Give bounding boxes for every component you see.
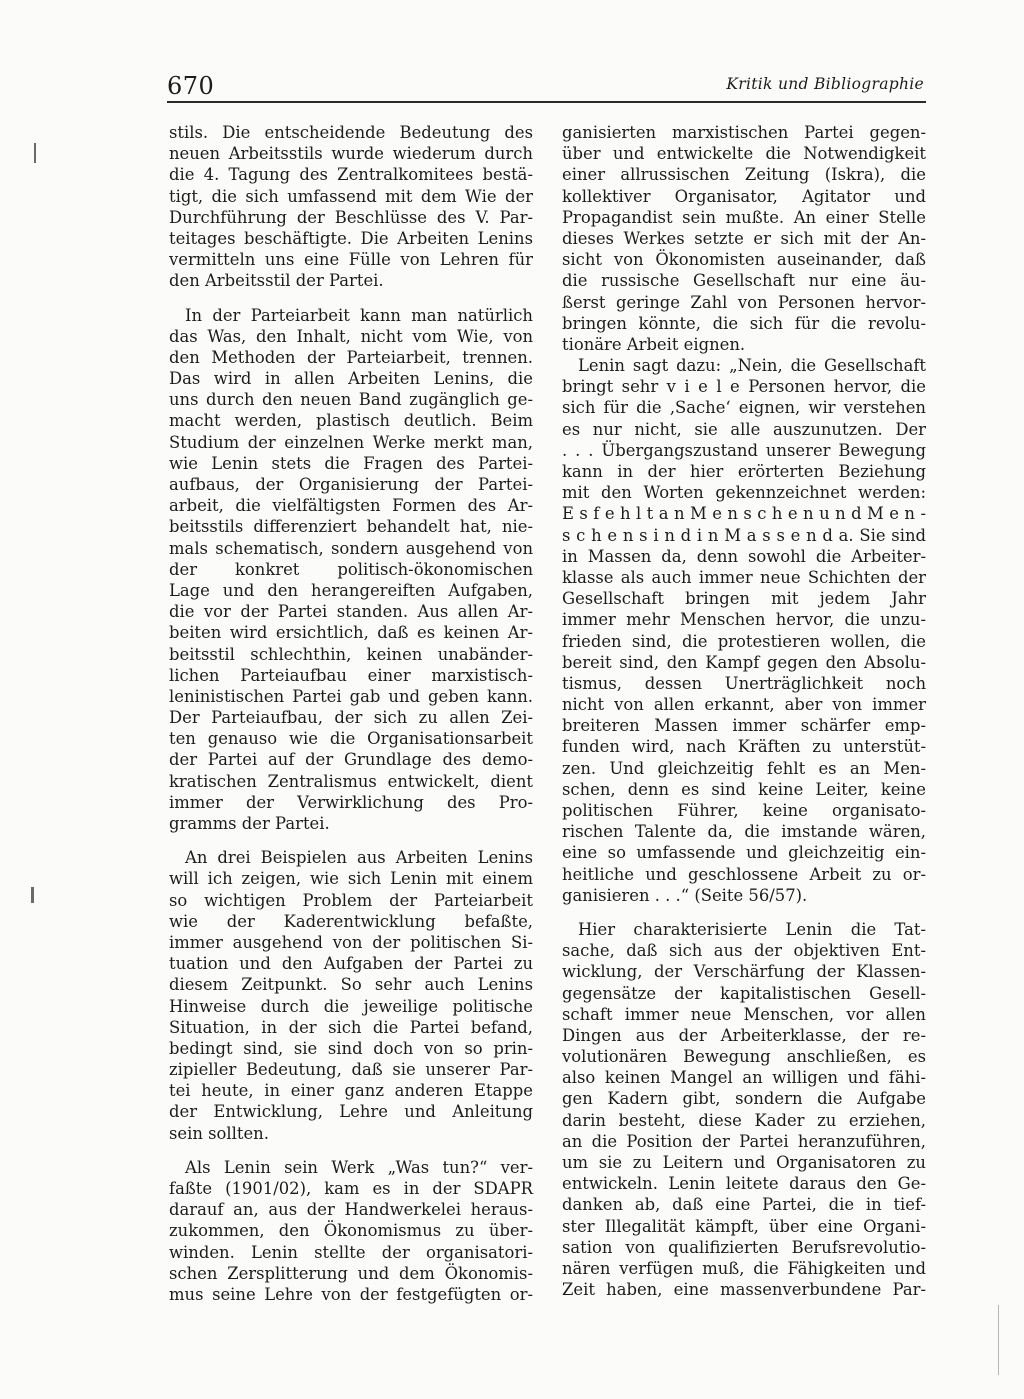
text-line: nären verfügen muß, die Fähigkeiten und <box>562 1258 926 1278</box>
text-line: wie der Kaderentwicklung befaßte, <box>169 911 533 931</box>
text-line: kann in der hier erörterten Beziehung <box>562 462 926 481</box>
text-line: dieses Werkes setzte er sich mit der An- <box>562 228 926 248</box>
text-line: vermitteln uns eine Fülle von Lehren für <box>169 250 533 270</box>
text-line: der konkret politisch-ökonomischen <box>169 559 533 579</box>
text-line: frieden sind, die protestieren wollen, die <box>562 631 926 651</box>
text-line: ganisierten marxistischen Partei gegen- <box>562 123 926 142</box>
text-line: den Arbeitsstil der Partei. <box>169 271 384 291</box>
text-line: der Partei auf der Grundlage des demo- <box>169 750 533 770</box>
text-line: kollektiver Organisator, Agitator und <box>562 186 926 206</box>
text-line: sache, daß sich aus der objektiven Ent- <box>562 941 926 961</box>
text-line: zen. Und gleichzeitig fehlt es an Men- <box>562 758 926 778</box>
text-line: . . . Übergangszustand unserer Bewegung <box>562 440 926 460</box>
text-line: rischen Talente da, die imstande wären, <box>562 822 926 842</box>
text-line: winden. Lenin stellte der organisatori- <box>169 1242 533 1262</box>
text-line: so wichtigen Problem der Parteiarbeit <box>169 890 533 910</box>
text-line: ganisieren . . .“ (Seite 56/57). <box>562 885 808 905</box>
text-line: schen, denn es sind keine Leiter, keine <box>562 779 926 799</box>
text-line: An drei Beispielen aus Arbeiten Lenins <box>185 848 533 868</box>
left-text-column <box>169 122 533 1305</box>
text-line: bedingt sind, sie sind doch von so prin- <box>169 1038 533 1058</box>
paragraph-gap <box>169 292 533 305</box>
text-line: zipieller Bedeutung, daß sie unserer Par- <box>169 1060 533 1080</box>
text-line: Situation, in der sich die Partei befand, <box>169 1017 533 1037</box>
text-line: Zeit haben, eine massenverbundene Par- <box>562 1280 926 1300</box>
text-line: Studium der einzelnen Werke merkt man, <box>169 432 533 452</box>
text-line: danken ab, daß eine Partei, die in tief- <box>562 1195 926 1215</box>
paragraph-gap <box>169 834 533 847</box>
text-line: Hier charakterisierte Lenin die Tat- <box>578 919 926 939</box>
text-line: wie Lenin stets die Fragen des Partei- <box>169 453 533 473</box>
text-line: immer mehr Menschen hervor, die unzu- <box>562 610 926 630</box>
running-head: Kritik und Bibliographie <box>726 75 924 93</box>
text-line: schaft immer neue Menschen, vor allen <box>562 1004 926 1024</box>
text-line: beitsstils differenziert behandelt hat, nie- <box>169 517 533 537</box>
text-line: bringen könnte, die sich für die revolu- <box>562 313 926 333</box>
text-line: in Massen da, denn sowohl die Arbeiter- <box>562 546 926 566</box>
text-line: tismus, dessen Unerträglichkeit noch <box>562 673 926 693</box>
text-line: bringt sehr v i e l e Personen hervor, die <box>562 377 926 397</box>
text-line: Als Lenin sein Werk „Was tun?“ ver- <box>185 1157 533 1177</box>
text-line: also keinen Mangel an willigen und fähi- <box>562 1068 926 1088</box>
text-line: heitliche und geschlossene Arbeit zu or- <box>562 864 926 884</box>
text-line: mus seine Lehre von der festgefügten or- <box>169 1284 533 1304</box>
text-line: einer allrussischen Zeitung (Iskra), die <box>562 165 926 185</box>
text-line: Gesellschaft bringen mit jedem Jahr <box>562 589 926 609</box>
text-line: sicht von Ökonomisten auseinander, daß <box>562 250 926 270</box>
text-line: wicklung, der Verschärfung der Klassen- <box>562 962 926 982</box>
text-line: gramms der Partei. <box>169 814 330 833</box>
text-line: s c h e n s i n d i n M a s s e n d a. Sie sind <box>562 525 926 545</box>
text-line: gen Kadern gibt, sondern die Aufgabe <box>562 1089 926 1109</box>
text-line: sation von qualifizierten Berufsrevolutio- <box>562 1237 926 1257</box>
text-line: neuen Arbeitsstils wurde wiederum durch <box>169 144 533 164</box>
text-line: uns durch den neuen Band zugänglich ge- <box>169 390 533 410</box>
margin-mark <box>998 1305 999 1375</box>
text-line: die russische Gesellschaft nur eine äu- <box>562 271 926 291</box>
text-line: an die Position der Partei heranzuführen, <box>562 1131 926 1151</box>
margin-mark <box>34 143 36 163</box>
text-line: arbeit, die vielfältigsten Formen des Ar- <box>169 496 533 516</box>
text-line: ten genauso wie die Organisationsarbeit <box>169 729 533 749</box>
text-line: um sie zu Leitern und Organisatoren zu <box>562 1153 926 1172</box>
margin-mark <box>31 887 34 903</box>
text-line: klasse als auch immer neue Schichten der <box>562 567 926 587</box>
text-line: der Entwicklung, Lehre und Anleitung <box>169 1102 533 1122</box>
text-line: Propagandist sein mußte. An einer Stelle <box>562 207 926 227</box>
text-line: Dingen aus der Arbeiterklasse, der re- <box>562 1025 926 1045</box>
header-rule <box>167 101 926 103</box>
text-line: über und entwickelte die Notwendigkeit <box>562 144 926 164</box>
page-header <box>0 0 1024 110</box>
text-line: sich für die ‚Sache‘ eignen, wir verstehen <box>562 398 926 418</box>
text-line: Das wird in allen Arbeiten Lenins, die <box>169 369 533 389</box>
text-line: Lage und den herangereiften Aufgaben, <box>169 580 533 600</box>
text-line: zukommen, den Ökonomismus zu über- <box>169 1221 533 1241</box>
text-line: breiteren Massen immer schärfer emp- <box>562 716 926 736</box>
text-line: mit den Worten gekennzeichnet werden: <box>562 483 926 503</box>
text-line: kratischen Zentralismus entwickelt, dient <box>169 771 533 791</box>
text-line: gegensätze der kapitalistischen Gesell- <box>562 983 926 1003</box>
text-line: eine so umfassende und gleichzeitig ein- <box>562 843 926 863</box>
text-line: es nur nicht, sie alle auszunutzen. Der <box>562 419 926 439</box>
text-line: darauf an, aus der Handwerkelei heraus- <box>169 1200 533 1220</box>
text-line: entwickeln. Lenin leitete daraus den Ge- <box>562 1174 926 1194</box>
text-line: Der Parteiaufbau, der sich zu allen Zei- <box>169 708 533 728</box>
text-line: den Methoden der Parteiarbeit, trennen. <box>169 347 533 367</box>
text-line: faßte (1901/02), kam es in der SDAPR <box>169 1179 533 1198</box>
text-line: tigt, die sich umfassend mit dem Wie der <box>169 186 533 206</box>
text-line: teitages beschäftigte. Die Arbeiten Lenins <box>169 228 533 248</box>
text-line: diesem Zeitpunkt. So sehr auch Lenins <box>169 975 533 995</box>
text-line: stils. Die entscheidende Bedeutung des <box>169 123 533 142</box>
text-line: ßerst geringe Zahl von Personen hervor- <box>562 292 926 312</box>
text-line: nicht von allen erkannt, aber von immer <box>562 695 926 715</box>
text-line: will ich zeigen, wie sich Lenin mit einem <box>169 869 533 889</box>
text-line: volutionären Bewegung anschließen, es <box>562 1047 926 1067</box>
text-line: Durchführung der Beschlüsse des V. Par- <box>169 207 533 227</box>
text-line: macht werden, plastisch deutlich. Beim <box>169 411 533 431</box>
text-line: tuation und den Aufgaben der Partei zu <box>169 954 533 974</box>
paragraph-gap <box>562 906 926 919</box>
text-line: politischen Führer, keine organisato- <box>562 801 926 820</box>
text-line: Lenin sagt dazu: „Nein, die Gesellschaft <box>578 356 926 376</box>
text-line: beitsstil schlechthin, keinen unabänder- <box>169 644 533 664</box>
text-line: lichen Parteiaufbau einer marxistisch- <box>169 665 533 685</box>
text-line: aufbaus, der Organisierung der Partei- <box>169 475 533 494</box>
text-line: In der Parteiarbeit kann man natürlich <box>185 305 533 325</box>
text-line: leninistischen Partei gab und geben kann. <box>169 686 533 706</box>
text-line: ster Illegalität kämpft, über eine Organi- <box>562 1216 926 1236</box>
paragraph-gap <box>169 1144 533 1157</box>
text-line: darin besteht, diese Kader zu erziehen, <box>562 1110 926 1130</box>
text-line: mals schematisch, sondern ausgehend von <box>169 538 533 558</box>
page-number: 670 <box>167 72 215 100</box>
text-line: tei heute, in einer ganz anderen Etappe <box>169 1081 533 1101</box>
text-line: immer ausgehend von der politischen Si- <box>169 932 533 952</box>
text-line: funden wird, nach Kräften zu unterstüt- <box>562 737 926 757</box>
text-line: die 4. Tagung des Zentralkomitees bestä- <box>169 165 533 185</box>
text-line: tionäre Arbeit eignen. <box>562 334 746 354</box>
text-line: das Was, den Inhalt, nicht vom Wie, von <box>169 326 533 346</box>
text-line: schen Zersplitterung und dem Ökonomis- <box>169 1263 533 1283</box>
text-line: E s f e h l t a n M e n s c h e n u n d M e n - <box>562 504 926 524</box>
text-line: die vor der Partei standen. Aus allen Ar- <box>169 602 533 622</box>
text-line: beiten wird ersichtlich, daß es keinen Ar- <box>169 623 533 643</box>
right-text-column <box>562 122 926 1300</box>
text-line: immer der Verwirklichung des Pro- <box>169 792 533 812</box>
text-line: Hinweise durch die jeweilige politische <box>169 996 533 1016</box>
text-line: sein sollten. <box>169 1123 269 1143</box>
text-line: bereit sind, den Kampf gegen den Absolu- <box>562 652 926 672</box>
